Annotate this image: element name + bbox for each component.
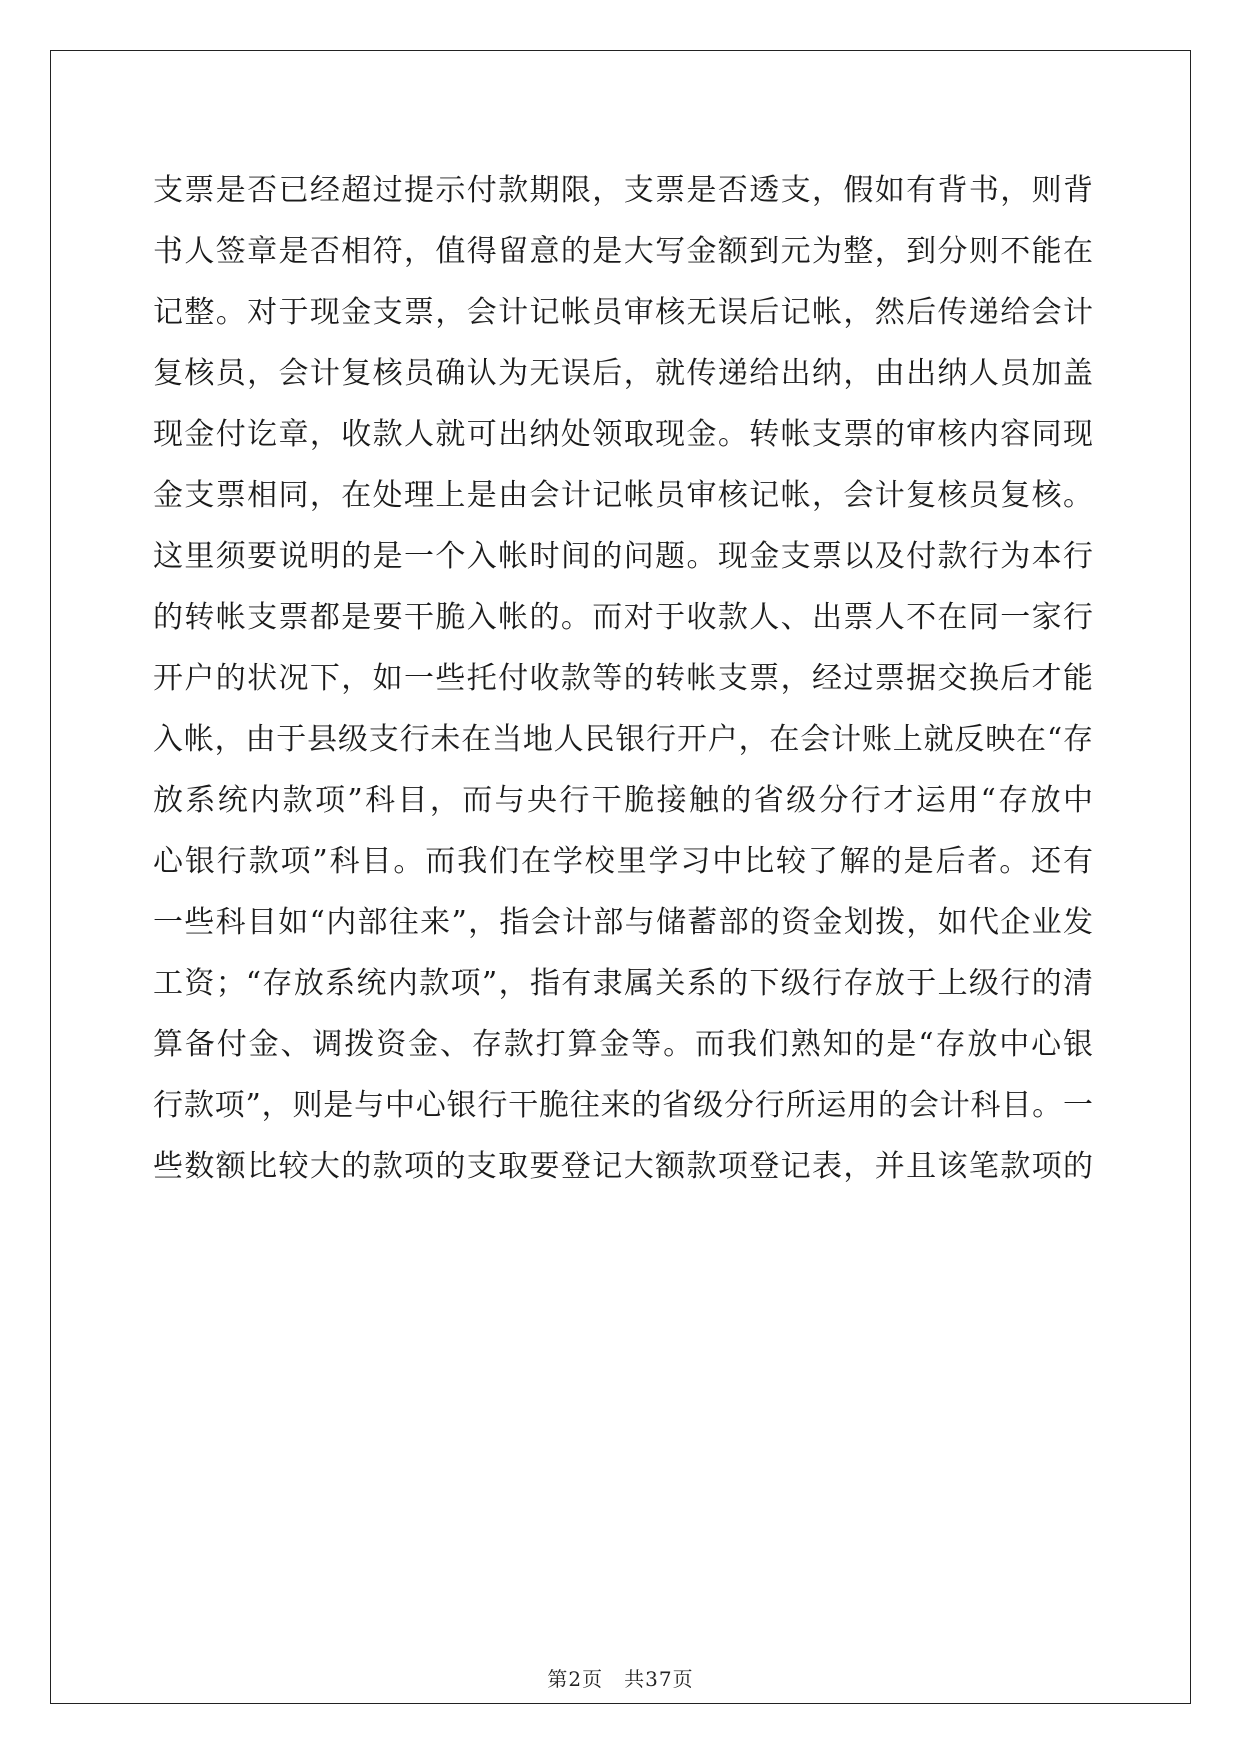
text-line: 入帐，由于县级支行未在当地人民银行开户，在会计账上就反映在“存 [153,722,1093,757]
text-line: 心银行款项”科目。而我们在学校里学习中比较了解的是后者。还有 [153,844,1093,879]
text-line: 工资；“存放系统内款项”，指有隶属关系的下级行存放于上级行的清 [153,966,1093,1001]
text-line: 的转帐支票都是要干脆入帐的。而对于收款人、出票人不在同一家行 [153,600,1093,635]
text-line: 这里须要说明的是一个入帐时间的问题。现金支票以及付款行为本行 [153,539,1093,574]
page-number: 第2页 共37页 [547,1667,694,1691]
body-text [153,160,1093,1197]
text-line: 金支票相同，在处理上是由会计记帐员审核记帐，会计复核员复核。 [153,478,1093,513]
text-line: 支票是否已经超过提示付款期限，支票是否透支，假如有背书，则背 [153,173,1093,208]
text-line: 算备付金、调拨资金、存款打算金等。而我们熟知的是“存放中心银 [153,1027,1093,1062]
text-line: 开户的状况下，如一些托付收款等的转帐支票，经过票据交换后才能 [153,661,1093,696]
text-line: 行款项”，则是与中心银行干脆往来的省级分行所运用的会计科目。一 [153,1088,1093,1123]
text-line: 记整。对于现金支票，会计记帐员审核无误后记帐，然后传递给会计 [153,295,1093,330]
text-line: 放系统内款项”科目，而与央行干脆接触的省级分行才运用“存放中 [153,783,1093,818]
text-line: 现金付讫章，收款人就可出纳处领取现金。转帐支票的审核内容同现 [153,417,1093,452]
text-line: 些数额比较大的款项的支取要登记大额款项登记表，并且该笔款项的 [153,1149,1093,1184]
text-line: 书人签章是否相符，值得留意的是大写金额到元为整，到分则不能在 [153,234,1093,269]
text-line: 复核员，会计复核员确认为无误后，就传递给出纳，由出纳人员加盖 [153,356,1093,391]
text-line: 一些科目如“内部往来”，指会计部与储蓄部的资金划拨，如代企业发 [153,905,1093,940]
